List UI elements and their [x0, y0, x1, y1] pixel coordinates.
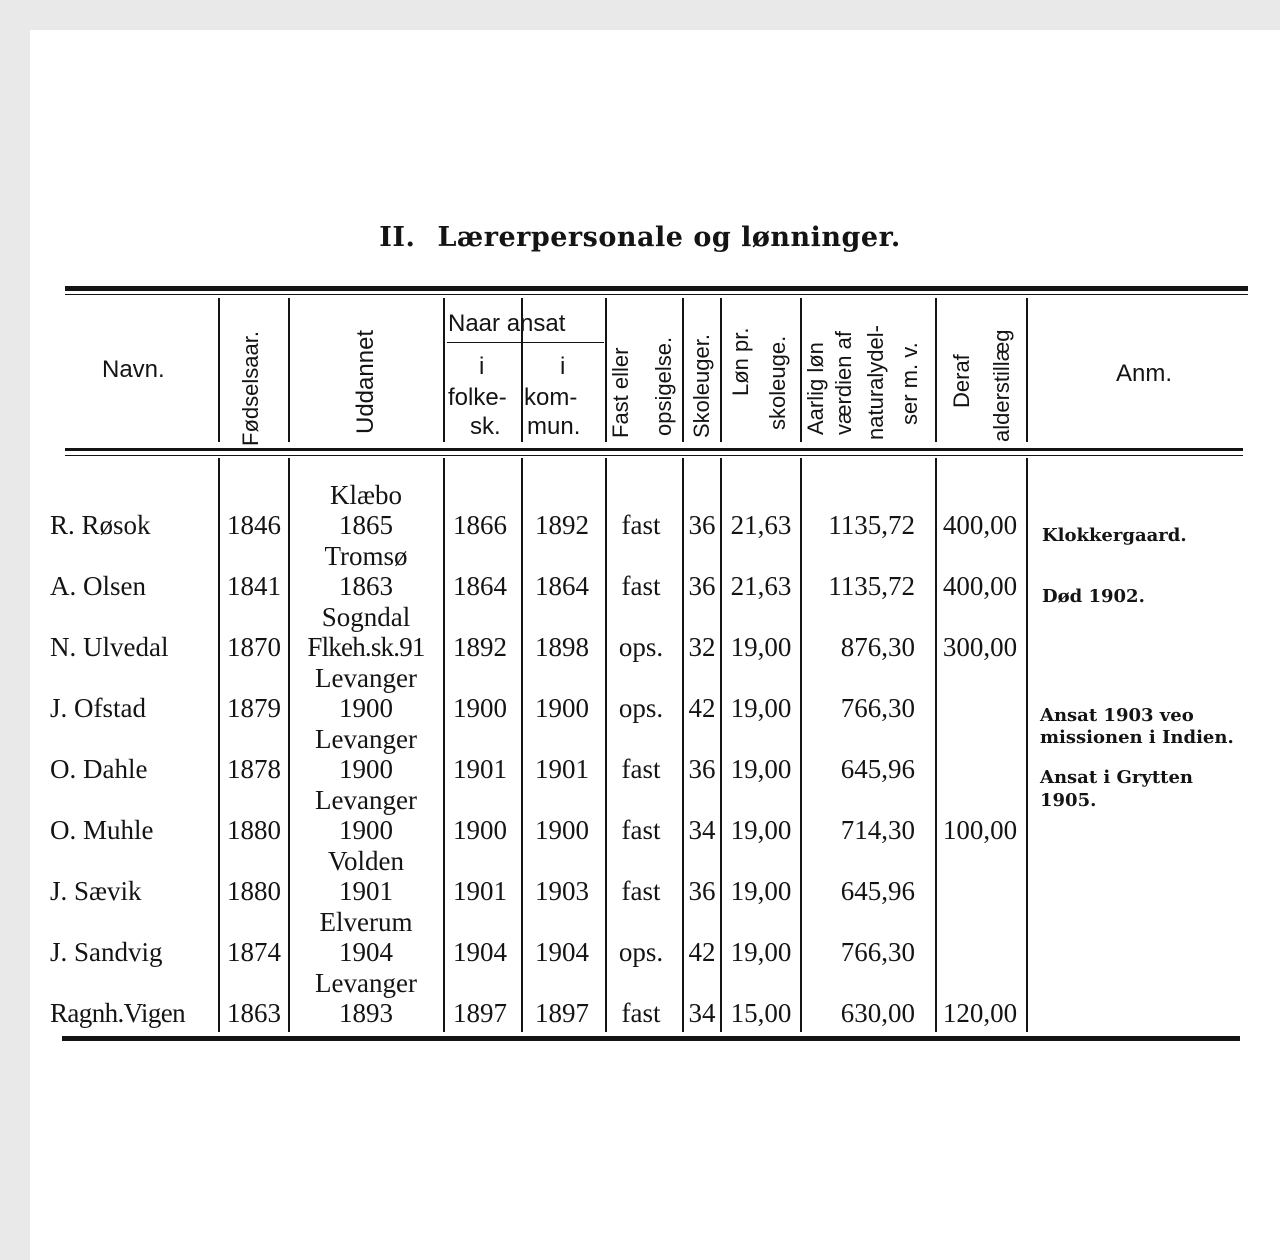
- column-rule-body: [682, 458, 684, 1032]
- cell-lon: 15,00: [730, 998, 792, 1028]
- cell-skoleuger: 32: [688, 632, 716, 662]
- cell-uddannet-sted: Sogndal: [321, 602, 411, 632]
- cell-ansat-folkesk: 1904: [453, 937, 507, 967]
- cell-ansat-kommun: 1892: [535, 510, 589, 540]
- anm-row-4-line-2: missionen i Indien.: [1040, 727, 1234, 748]
- header-i-kommun-3: mun.: [527, 413, 581, 440]
- header-aarlig-4: ser m. v.: [897, 342, 922, 425]
- cell-ansat-folkesk: 1897: [453, 998, 507, 1028]
- column-rule-body: [288, 458, 290, 1032]
- cell-fodselsaar: 1863: [227, 998, 281, 1028]
- cell-lon: 19,00: [730, 693, 792, 723]
- column-rule-header: [1026, 298, 1028, 442]
- cell-navn: J. Ofstad: [50, 693, 146, 723]
- cell-navn: J. Sævik: [50, 876, 142, 906]
- naar-ansat-divider: [521, 343, 522, 442]
- cell-uddannet-sted: Tromsø: [324, 541, 408, 571]
- cell-aarlig-lon: 630,00: [840, 998, 915, 1028]
- cell-ansat-folkesk: 1900: [453, 815, 507, 845]
- cell-ansat-folkesk: 1901: [453, 754, 507, 784]
- cell-uddannet-sted: Elverum: [319, 907, 413, 937]
- cell-skoleuger: 36: [688, 876, 716, 906]
- header-uddannet: Uddannet: [352, 329, 379, 434]
- cell-aarlig-lon: 766,30: [840, 937, 915, 967]
- cell-fodselsaar: 1879: [227, 693, 281, 723]
- title-number: II.: [379, 222, 416, 253]
- header-i-kommun-2: kom-: [524, 384, 578, 411]
- cell-skoleuger: 36: [688, 510, 716, 540]
- column-rule-header: [682, 298, 684, 442]
- cell-fast-ops: ops.: [618, 632, 664, 662]
- header-aarlig-1: Aarlig løn: [803, 342, 828, 435]
- cell-fodselsaar: 1841: [227, 571, 281, 601]
- cell-fodselsaar: 1880: [227, 815, 281, 845]
- anm-row-5-line-1: Ansat i Grytten: [1040, 767, 1194, 788]
- header-rule-thick: [65, 448, 1243, 451]
- cell-navn: J. Sandvig: [50, 937, 163, 967]
- cell-navn: O. Muhle: [50, 815, 154, 845]
- top-rule-thick: [65, 286, 1248, 291]
- header-i-folkesk-2: folke-: [448, 384, 507, 411]
- cell-uddannet-sted: Levanger: [315, 785, 417, 815]
- cell-aarlig-lon: 714,30: [840, 815, 915, 845]
- header-navn: Navn.: [102, 356, 165, 383]
- cell-fodselsaar: 1874: [227, 937, 281, 967]
- cell-lon: 19,00: [730, 876, 792, 906]
- header-aarlig-3: naturalydel-: [863, 325, 888, 440]
- cell-ansat-kommun: 1903: [535, 876, 589, 906]
- cell-fast-ops: ops.: [618, 937, 664, 967]
- cell-fodselsaar: 1880: [227, 876, 281, 906]
- cell-ansat-folkesk: 1864: [453, 571, 507, 601]
- header-fast-2: opsigelse.: [651, 336, 676, 436]
- header-i-kommun-1: i: [560, 353, 566, 380]
- column-rule-body: [218, 458, 220, 1032]
- header-deraf-2: alderstillæg: [989, 329, 1014, 442]
- cell-ansat-folkesk: 1892: [453, 632, 507, 662]
- column-rule-header: [720, 298, 722, 442]
- table-title: [0, 222, 1280, 253]
- column-rule-body: [521, 458, 523, 1032]
- cell-aarlig-lon: 766,30: [840, 693, 915, 723]
- column-rule-header: [288, 298, 290, 442]
- cell-skoleuger: 36: [688, 754, 716, 784]
- cell-uddannet-aar: 1900: [339, 693, 393, 723]
- title-text: Lærerpersonale og lønninger.: [437, 222, 901, 253]
- cell-fast-ops: fast: [621, 571, 661, 601]
- cell-aarlig-lon: 876,30: [840, 632, 915, 662]
- column-rule-body: [720, 458, 722, 1032]
- cell-navn: N. Ulvedal: [50, 632, 169, 662]
- cell-uddannet-aar: 1865: [339, 510, 393, 540]
- cell-deraf: 400,00: [942, 510, 1018, 540]
- cell-ansat-kommun: 1897: [535, 998, 589, 1028]
- anm-row-5-line-2: 1905.: [1040, 790, 1097, 811]
- cell-uddannet-sted: Klæbo: [329, 480, 403, 510]
- cell-uddannet-aar: 1893: [339, 998, 393, 1028]
- bottom-rule: [62, 1036, 1240, 1041]
- cell-skoleuger: 42: [688, 937, 716, 967]
- cell-fast-ops: ops.: [618, 693, 664, 723]
- cell-aarlig-lon: 1135,72: [828, 571, 915, 601]
- header-lon-2: skoleuge.: [765, 335, 790, 430]
- column-rule-header: [605, 298, 607, 442]
- column-rule-header: [800, 298, 802, 442]
- header-aarlig-2: værdien af: [831, 331, 856, 435]
- cell-uddannet-sted: Volden: [327, 846, 405, 876]
- cell-deraf: 100,00: [942, 815, 1018, 845]
- cell-uddannet-sted: Levanger: [315, 724, 417, 754]
- cell-lon: 21,63: [730, 571, 792, 601]
- cell-ansat-kommun: 1901: [535, 754, 589, 784]
- cell-deraf: 120,00: [942, 998, 1018, 1028]
- header-fast-1: Fast eller: [608, 347, 633, 438]
- cell-uddannet-aar: 1863: [339, 571, 393, 601]
- cell-uddannet-aar: 1904: [339, 937, 393, 967]
- naar-ansat-rule: [447, 342, 604, 343]
- column-rule-body: [605, 458, 607, 1032]
- cell-aarlig-lon: 645,96: [840, 876, 915, 906]
- cell-ansat-kommun: 1900: [535, 693, 589, 723]
- cell-deraf: 300,00: [942, 632, 1018, 662]
- header-rule-thin: [65, 455, 1243, 456]
- cell-fast-ops: fast: [621, 510, 661, 540]
- cell-aarlig-lon: 1135,72: [828, 510, 915, 540]
- cell-ansat-folkesk: 1866: [453, 510, 507, 540]
- cell-navn: O. Dahle: [50, 754, 148, 784]
- column-rule-body: [1026, 458, 1028, 1032]
- cell-skoleuger: 42: [688, 693, 716, 723]
- column-rule-header: [218, 298, 220, 442]
- cell-deraf: 400,00: [942, 571, 1018, 601]
- cell-ansat-kommun: 1898: [535, 632, 589, 662]
- cell-fodselsaar: 1846: [227, 510, 281, 540]
- cell-fast-ops: fast: [621, 876, 661, 906]
- column-rule-body: [443, 458, 445, 1032]
- cell-ansat-folkesk: 1900: [453, 693, 507, 723]
- cell-navn: R. Røsok: [50, 510, 151, 540]
- anm-row-4-line-1: Ansat 1903 veo: [1040, 705, 1194, 726]
- header-lon-1: Løn pr.: [728, 327, 753, 396]
- cell-aarlig-lon: 645,96: [840, 754, 915, 784]
- header-deraf-1: Deraf: [949, 354, 974, 408]
- cell-navn: A. Olsen: [50, 571, 146, 601]
- column-rule-body: [935, 458, 937, 1032]
- header-i-folkesk-3: sk.: [470, 413, 501, 440]
- cell-lon: 21,63: [730, 510, 792, 540]
- cell-fast-ops: fast: [621, 998, 661, 1028]
- cell-uddannet-aar: 1900: [339, 815, 393, 845]
- cell-fodselsaar: 1870: [227, 632, 281, 662]
- cell-uddannet-aar: Flkeh.sk.91: [307, 632, 425, 662]
- header-anm: Anm.: [1116, 360, 1173, 387]
- cell-skoleuger: 34: [688, 815, 716, 845]
- cell-lon: 19,00: [730, 815, 792, 845]
- cell-skoleuger: 34: [688, 998, 716, 1028]
- cell-lon: 19,00: [730, 754, 792, 784]
- cell-uddannet-sted: Levanger: [315, 968, 417, 998]
- column-rule-header: [443, 298, 445, 442]
- header-naar-ansat: Naar ansat: [448, 310, 566, 337]
- anm-row-1-line-1: Klokkergaard.: [1042, 525, 1187, 546]
- column-rule-body: [800, 458, 802, 1032]
- header-skoleuger: Skoleuger.: [689, 334, 714, 438]
- cell-uddannet-aar: 1900: [339, 754, 393, 784]
- cell-ansat-folkesk: 1901: [453, 876, 507, 906]
- cell-fast-ops: fast: [621, 815, 661, 845]
- cell-ansat-kommun: 1864: [535, 571, 589, 601]
- header-i-folkesk-1: i: [479, 353, 485, 380]
- header-fodselsaar: Fødselsaar.: [238, 331, 263, 446]
- cell-lon: 19,00: [730, 937, 792, 967]
- cell-ansat-kommun: 1904: [535, 937, 589, 967]
- cell-navn: Ragnh.Vigen: [50, 998, 186, 1028]
- cell-ansat-kommun: 1900: [535, 815, 589, 845]
- cell-fast-ops: fast: [621, 754, 661, 784]
- cell-uddannet-aar: 1901: [339, 876, 393, 906]
- cell-fodselsaar: 1878: [227, 754, 281, 784]
- cell-skoleuger: 36: [688, 571, 716, 601]
- cell-lon: 19,00: [730, 632, 792, 662]
- column-rule-header: [935, 298, 937, 442]
- anm-row-2-line-1: Død 1902.: [1042, 586, 1145, 607]
- top-rule-thin: [65, 294, 1248, 295]
- cell-uddannet-sted: Levanger: [315, 663, 417, 693]
